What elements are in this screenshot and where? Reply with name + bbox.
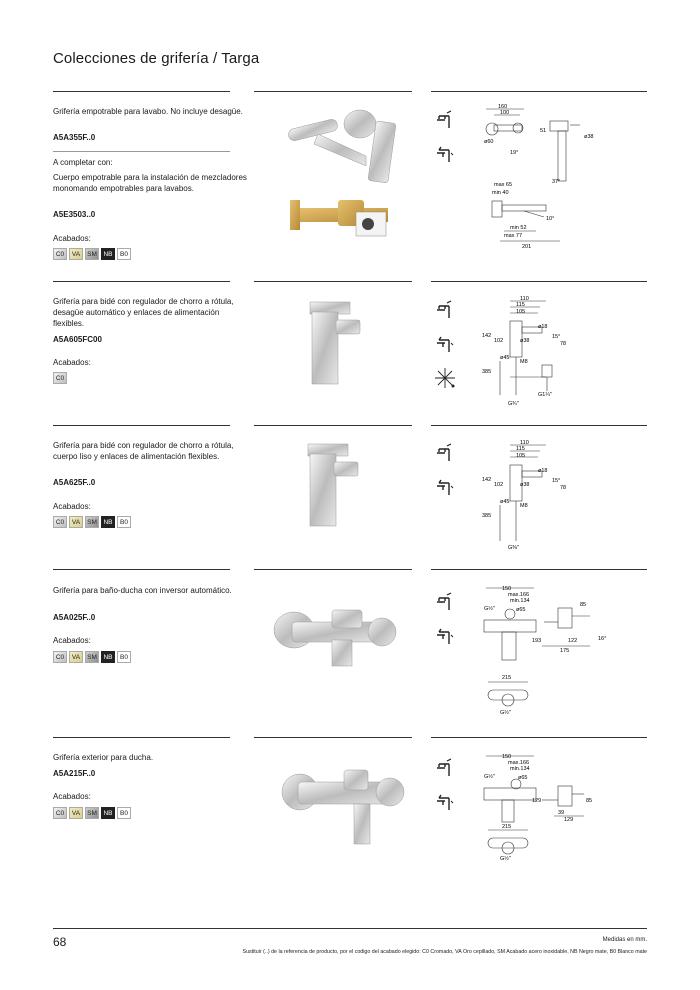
dim-label: G1¼" xyxy=(538,392,552,398)
product-description: Grifería para baño-ducha con inversor automático. xyxy=(53,586,232,595)
product-description: Grifería empotrable para lavabo. No incluye desagüe. xyxy=(53,107,243,116)
dim-label: M8 xyxy=(520,359,528,365)
section-divider xyxy=(431,425,647,426)
bidet-mixer-photo xyxy=(296,438,376,530)
basin-tap-flow-icon xyxy=(431,589,459,619)
finish-swatch-sm: SM xyxy=(85,516,99,528)
bath-shower-mixer-photo xyxy=(272,590,402,680)
section-divider xyxy=(431,569,647,570)
section-divider xyxy=(53,569,230,570)
finish-swatch-c0: C0 xyxy=(53,248,67,260)
dim-label: 122 xyxy=(568,638,578,644)
finish-swatch-b0: B0 xyxy=(117,516,131,528)
dim-label: 142 xyxy=(482,333,492,339)
dim-label: max 65 xyxy=(494,182,513,188)
finish-swatch-nb: NB xyxy=(101,807,115,819)
dim-label: ø18 xyxy=(538,324,548,330)
finish-swatch-va: VA xyxy=(69,516,83,528)
dim-label: 100 xyxy=(500,110,510,116)
dim-label: 37° xyxy=(552,179,561,185)
finish-swatches xyxy=(53,516,131,528)
section-divider xyxy=(254,425,412,426)
product-reference: A5A625F..0 xyxy=(53,478,96,487)
shower-mixer-photo xyxy=(280,756,410,846)
page-number: 68 xyxy=(53,935,67,949)
technical-drawing xyxy=(480,750,610,860)
product-reference: A5A215F..0 xyxy=(53,769,96,778)
dim-label: ø65 xyxy=(516,607,526,613)
section-divider xyxy=(254,569,412,570)
section-divider xyxy=(254,91,412,92)
dim-label: G⅜" xyxy=(508,545,519,551)
dim-label: 385 xyxy=(482,369,492,375)
dim-label: 19° xyxy=(510,150,519,156)
dim-label: min.134 xyxy=(510,766,530,772)
dim-label: 85 xyxy=(586,798,593,804)
dim-label: 39 xyxy=(558,810,565,816)
section-divider xyxy=(53,425,230,426)
basin-tap-pull-icon xyxy=(431,140,459,170)
dim-label: 105 xyxy=(516,309,526,315)
finishes-label: Acabados: xyxy=(53,792,91,801)
dim-label: ø45 xyxy=(500,499,510,505)
basin-tap-flow-icon xyxy=(431,755,459,785)
finish-swatch-c0: C0 xyxy=(53,651,67,663)
finishes-label: Acabados: xyxy=(53,234,91,243)
dim-label: 150 xyxy=(502,754,512,760)
finish-swatch-sm: SM xyxy=(85,807,99,819)
complement-label: A completar con: xyxy=(53,158,113,167)
finish-code-footnote: Sustituir (..) de la referencia de producto, por el codigo del acabado elegido: C0 Cromado, VA Oro cepillado, SM Acabado acero inoxidable, NB Negro mate, B0 Blanco mate xyxy=(242,949,647,955)
product-description: Grifería para bidé con regulador de chorro a rótula, desagüe automático y enlaces de alimentación flexibles. xyxy=(53,297,234,328)
basin-tap-pull-icon xyxy=(431,622,459,652)
product-description: Grifería para bidé con regulador de chorro a rótula, cuerpo liso y enlaces de alimentación flexibles. xyxy=(53,441,234,461)
section-divider xyxy=(254,281,412,282)
finish-swatch-c0: C0 xyxy=(53,516,67,528)
dim-label: 110 xyxy=(520,440,529,446)
section-divider xyxy=(254,737,412,738)
finish-swatch-va: VA xyxy=(69,248,83,260)
complement-description: Cuerpo empotrable para la instalación de mezcladores monomando empotrables para lavabos. xyxy=(53,173,247,193)
dim-label: ø38 xyxy=(584,134,594,140)
dim-label: 105 xyxy=(516,453,526,459)
dim-label: max 77 xyxy=(504,233,523,239)
complement-reference: A5E3503..0 xyxy=(53,210,96,219)
section-divider xyxy=(53,737,230,738)
finish-swatch-c0: C0 xyxy=(53,372,67,384)
finish-swatches xyxy=(53,248,131,260)
finishes-label: Acabados: xyxy=(53,358,91,367)
dim-label: min 40 xyxy=(492,190,509,196)
dim-label: min 52 xyxy=(510,225,527,231)
basin-tap-flow-icon xyxy=(431,107,459,137)
dim-label: 160 xyxy=(498,104,508,110)
dim-label: ø38 xyxy=(520,338,530,344)
dim-label: 15° xyxy=(552,478,561,484)
dim-label: G½" xyxy=(500,710,511,716)
finish-swatch-c0: C0 xyxy=(53,807,67,819)
dim-label: ø18 xyxy=(538,468,548,474)
dim-label: 78 xyxy=(560,341,567,347)
dim-label: 15° xyxy=(552,334,561,340)
dim-label: 51 xyxy=(540,128,547,134)
section-divider xyxy=(53,281,230,282)
footer-divider xyxy=(53,928,647,929)
dim-label: 129 xyxy=(532,798,542,804)
finish-swatch-b0: B0 xyxy=(117,248,131,260)
dim-label: 385 xyxy=(482,513,492,519)
basin-tap-pull-icon xyxy=(431,473,459,503)
page-title: Colecciones de grifería / Targa xyxy=(53,50,260,67)
finish-swatch-b0: B0 xyxy=(117,807,131,819)
dim-label: 102 xyxy=(494,482,504,488)
dim-label: ø45 xyxy=(500,355,510,361)
dim-label: G½" xyxy=(484,774,495,780)
basin-tap-flow-icon xyxy=(431,297,459,327)
technical-drawing xyxy=(480,437,590,553)
measurement-note: Medidas en mm. xyxy=(602,937,647,943)
bidet-mixer-photo xyxy=(298,296,378,388)
finish-swatch-sm: SM xyxy=(85,248,99,260)
finish-swatch-nb: NB xyxy=(101,651,115,663)
product-reference: A5A025F..0 xyxy=(53,613,96,622)
dim-label: 115 xyxy=(516,302,525,308)
finish-swatches xyxy=(53,807,131,819)
dim-label: 150 xyxy=(502,586,512,592)
technical-drawing xyxy=(480,582,615,718)
dim-label: 175 xyxy=(560,648,570,654)
dim-label: max.166 xyxy=(508,760,530,766)
finishes-label: Acabados: xyxy=(53,636,91,645)
dim-label: 215 xyxy=(502,675,512,681)
dim-label: G½" xyxy=(484,606,495,612)
section-divider xyxy=(431,737,647,738)
section-divider xyxy=(431,91,647,92)
dim-label: ø65 xyxy=(518,775,528,781)
dim-label: 193 xyxy=(532,638,542,644)
product-reference: A5A605FC00 xyxy=(53,335,102,344)
dim-label: 102 xyxy=(494,338,504,344)
dim-label: 129 xyxy=(564,817,574,823)
finish-swatches xyxy=(53,651,131,663)
dim-label: 110 xyxy=(520,296,529,302)
basin-tap-flow-icon xyxy=(431,440,459,470)
dim-label: M8 xyxy=(520,503,528,509)
dim-label: G½" xyxy=(500,856,511,860)
dim-label: ø60 xyxy=(484,139,494,145)
product-reference: A5A355F..0 xyxy=(53,133,96,142)
dim-label: ø38 xyxy=(520,482,530,488)
dim-label: G¾" xyxy=(508,401,519,407)
dim-label: 115 xyxy=(516,446,525,452)
finish-swatch-sm: SM xyxy=(85,651,99,663)
dim-label: 85 xyxy=(580,602,587,608)
dim-label: min.134 xyxy=(510,598,530,604)
finish-swatch-b0: B0 xyxy=(117,651,131,663)
finish-swatch-va: VA xyxy=(69,807,83,819)
finish-swatch-nb: NB xyxy=(101,516,115,528)
technical-drawing xyxy=(480,101,600,251)
sparkle-icon xyxy=(431,363,459,393)
finish-swatch-va: VA xyxy=(69,651,83,663)
dim-label: 215 xyxy=(502,824,512,830)
basin-tap-pull-icon xyxy=(431,788,459,818)
finish-swatches xyxy=(53,372,67,384)
basin-tap-pull-icon xyxy=(431,330,459,360)
section-divider xyxy=(431,281,647,282)
finishes-label: Acabados: xyxy=(53,502,91,511)
section-divider xyxy=(53,91,230,92)
dim-label: 201 xyxy=(522,244,532,250)
wall-basin-mixer-photo xyxy=(278,104,408,244)
dim-label: 10° xyxy=(546,216,555,222)
dim-label: max.166 xyxy=(508,592,530,598)
dim-label: 142 xyxy=(482,477,492,483)
dim-label: 16° xyxy=(598,636,607,642)
finish-swatch-nb: NB xyxy=(101,248,115,260)
technical-drawing xyxy=(480,293,590,409)
dim-label: 78 xyxy=(560,485,567,491)
sub-divider xyxy=(53,151,230,152)
product-description: Grifería exterior para ducha. xyxy=(53,753,154,762)
